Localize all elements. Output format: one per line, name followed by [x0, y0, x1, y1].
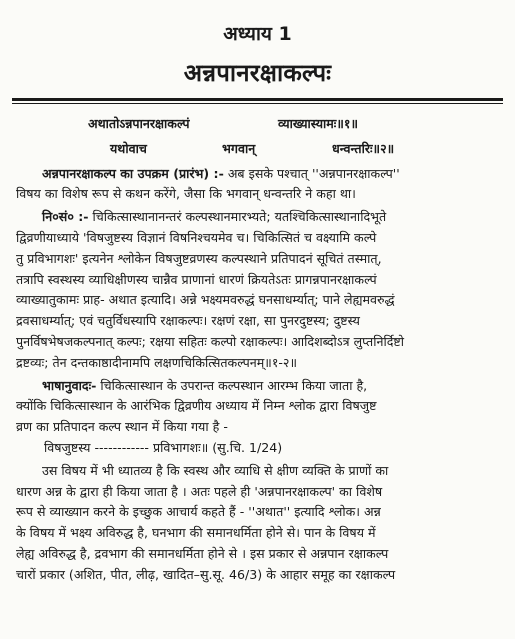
- translation-text-1: चिकित्सास्थान के उपरान्त कल्पस्थान आरम्भ किया जाता है,: [96, 377, 368, 393]
- chapter-heading: अध्याय 1: [223, 23, 292, 45]
- closing-line-4: के विषय में भक्ष्य अविरुद्ध है, घनभाग की समानधर्मिता होने से। पान के विषय में: [16, 525, 376, 541]
- commentary-line-8: द्रष्टव्यः; तेन दन्तकाष्ठादीनामपि लक्षणचिकित्सितकल्पनम्॥१-२॥: [16, 354, 298, 370]
- verse-2-c: धन्वन्तरिः॥२॥: [332, 140, 395, 156]
- translation-paragraph: [16, 376, 502, 459]
- closing-line-1: उस विषय में भी ध्यातव्य है कि स्वस्थ और व्याधि से क्षीण व्यक्ति के प्राणों का: [42, 462, 389, 478]
- closing-line-3: रूप से व्याख्यान करने के इच्छुक आचार्य कहते हैं - ''अथात'' इत्यादि श्लोक। अन्न: [16, 504, 381, 520]
- verse-1: [16, 114, 502, 135]
- closing-line-2: धारण अन्न के द्वारा ही किया जाता है । अतः पहले ही 'अन्नपानरक्षाकल्प' का विशेष: [16, 483, 383, 499]
- verse-2: [16, 139, 502, 160]
- closing-line-6: चारों प्रकार (अशित, पीत, लीढ़, खादित–सु.सू. 46/3) के आहार समूह का रक्षाकल्प: [16, 566, 396, 582]
- closing-paragraph: [16, 461, 502, 586]
- verse-1-left: अथातोऽन्नपानरक्षाकल्पं: [88, 116, 190, 131]
- commentary-line-3: तु प्रविभागशः' इत्यनेन श्लोकेन विषजुष्टव्रणस्य कल्पस्थाने प्रतिपादनं सूचितं तस्मात्,: [16, 250, 382, 266]
- translation-line-3: व्रण का प्रतिपादन कल्प स्थान में किया गया है -: [16, 419, 228, 435]
- verse-1-right: व्याख्यास्यामः॥१॥: [278, 116, 358, 131]
- title-rule-thin: [12, 103, 503, 104]
- intro-line-1: [16, 164, 502, 185]
- commentary-line-4: तत्रापि स्वस्थस्य व्याधिक्षीणस्य चान्नैव प्राणानां धारणं क्रियतेऽतः प्रागन्नपानरक्षाकल्पं: [16, 271, 377, 287]
- commentary-line-7: पुनर्विषभेषजकल्पनात् कल्पः; रक्षया सहितः कल्पो रक्षाकल्पः। आदिशब्दोऽत्र लुप्तनिर्दिष्टो: [16, 333, 405, 349]
- translation-line-1: [16, 376, 502, 397]
- intro-line-2: विषय का विशेष रूप से कथन करेंगे, जैसा कि भगवान् धन्वन्तरि ने कहा था।: [16, 186, 356, 202]
- sutra-quote: विषजुष्टस्य ------------ प्रविभागशः॥ (सु.चि. 1/24): [44, 439, 283, 455]
- commentary-line-5: व्याख्यातुकामः प्राह- अथात इत्यादि। अन्ने भक्ष्यमवरुद्धं घनसाधर्म्यात्; पाने लेह्यमवरुद्धं: [16, 292, 395, 308]
- commentary-paragraph: [16, 207, 502, 373]
- page-body: [16, 114, 502, 586]
- closing-line-5: लेह्य अविरुद्ध है, द्रवभाग की समानधर्मिता होने से । इस प्रकार से अन्नपान रक्षाकल्प: [16, 545, 389, 561]
- chapter-title: अन्नपानरक्षाकल्पः: [183, 59, 332, 87]
- verse-2-b: भगवान्: [222, 140, 256, 156]
- intro-label: अन्नपानरक्षाकल्प का उपक्रम (प्रारंभ) :-: [42, 165, 224, 181]
- commentary-line-6: द्रवसाधर्म्यात्; एवं चतुर्विधस्यापि रक्षाकल्पः। रक्षणं रक्षा, सा पुनरदुष्टस्य; दुष्टस्य: [16, 313, 360, 329]
- intro-text-1: अब इसके पश्चात् ''अन्नपानरक्षाकल्प'': [223, 165, 400, 181]
- commentary-line-2: द्विव्रणीयाध्याये 'विषजुष्टस्य विज्ञानं विषनिश्चयमेव च। चिकित्सितं च वक्ष्यामि कल्पे: [16, 229, 377, 245]
- commentary-label: नि०सं० :-: [42, 209, 89, 225]
- commentary-text-1: चिकित्सास्थानानन्तरं कल्पस्थानमारभ्यते; यतश्चिकित्सास्थानादिभूते: [88, 209, 387, 225]
- translation-label: भाषानुवादः-: [42, 377, 97, 393]
- translation-line-2: क्योंकि चिकित्सास्थान के आरंभिक द्विव्रणीय अध्याय में निम्न श्लोक द्वारा विषजुष्ट: [16, 398, 377, 414]
- title-rule-thick: [12, 98, 503, 101]
- commentary-line-1: [16, 207, 502, 228]
- verse-2-a: यथोवाच: [110, 140, 147, 156]
- intro-paragraph: [16, 164, 502, 206]
